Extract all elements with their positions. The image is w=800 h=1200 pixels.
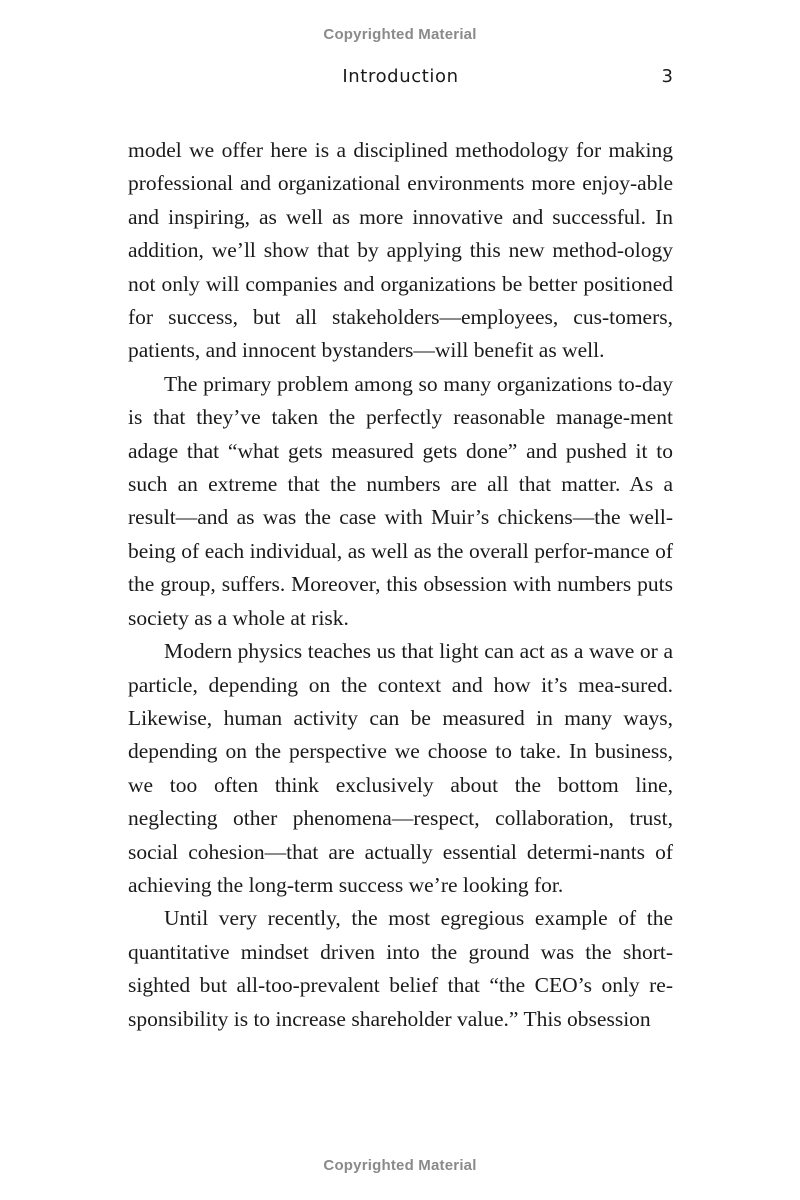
copyright-watermark-bottom: Copyrighted Material bbox=[323, 1157, 477, 1174]
page-number: 3 bbox=[661, 66, 673, 87]
copyright-watermark-top: Copyrighted Material bbox=[323, 26, 477, 43]
running-header bbox=[128, 66, 673, 92]
paragraph-2: The primary problem among so many organizations to-day is that they’ve taken the perfectly reasonable manage-ment adage that “what gets measured gets done” and pushed it to such an extreme that the numbers are all that matter. As a result—and as was the case with Muir’s chickens—the well-being of each individual, as well as the overall perfor-mance of the group, suffers. Moreover, this obsession with numbers puts society as a whole at risk. bbox=[128, 371, 673, 630]
paragraph-1: model we offer here is a disciplined methodology for making professional and organizational environments more enjoy-able and inspiring, as well as more innovative and successful. In addition, we’ll show that by applying this new method-ology not only will companies and organizations be better positioned for success, but all stakeholders—employees, cus-tomers, patients, and innocent bystanders—will benefit as well. bbox=[128, 138, 673, 363]
paragraph-3: Modern physics teaches us that light can act as a wave or a particle, depending on the context and how it’s mea-sured. Likewise, human activity can be measured in many ways, depending on the perspective we choose to take. In business, we too often think exclusively about the bottom line, neglecting other phenomena—respect, collaboration, trust, social cohesion—that are actually essential determi-nants of achieving the long-term success we’re looking for. bbox=[128, 639, 673, 897]
chapter-title: Introduction bbox=[342, 66, 459, 87]
body-text bbox=[128, 134, 673, 1036]
paragraph-4: Until very recently, the most egregious example of the quantitative mindset driven into the ground was the short-sighted but all-too-prevalent belief that “the CEO’s only re-sponsibility is to increase shareholder value.” This obsession bbox=[128, 906, 673, 1031]
